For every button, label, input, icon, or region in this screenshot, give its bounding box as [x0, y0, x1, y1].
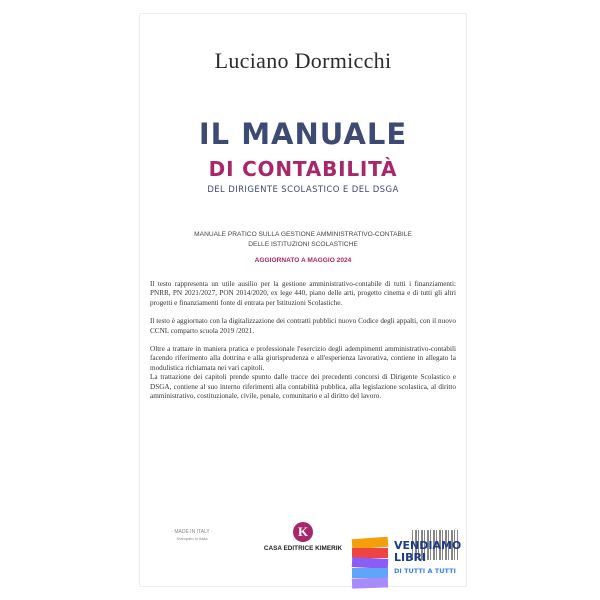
title-main: IL MANUALE — [198, 117, 408, 151]
author-name: Luciano Dormicchi — [214, 48, 392, 73]
made-in-italy-mark — [152, 529, 232, 541]
badge-line-1: VENDIAMO — [394, 539, 462, 552]
book-cover — [140, 14, 466, 586]
publisher — [240, 522, 366, 552]
made-in-label: · MADE IN ITALY · — [171, 529, 213, 535]
update-note: AGGIORNATO A MAGGIO 2024 — [254, 257, 352, 264]
subtitle — [140, 230, 466, 250]
description-paragraph: La trattazione dei capitoli prende spunto dalle tracce dei precedenti concorsi di Dirigente Scolastico e DSGA, contiene al suo interno riferimenti alla contabilità pubblica, alla legislazione scolastica, al diritto amministrativo, costituzionale, civile, penale, comunitario e al diritto del lavoro. — [150, 373, 456, 401]
made-in-sublabel: Stampato in Italia — [176, 536, 208, 541]
publisher-logo-icon: K — [293, 522, 313, 542]
description-paragraph: Il testo è aggiornato con la digitalizzazione dei contratti pubblici nuovo Codice degli appalti, con il nuovo CCNL comparto scuola 2019 /2021. — [150, 317, 456, 335]
subtitle-line-1: MANUALE PRATICO SULLA GESTIONE AMMINISTRATIVO-CONTABILE — [194, 231, 412, 238]
description — [150, 280, 456, 410]
publisher-name: CASA EDITRICE KIMERIK — [263, 545, 343, 552]
book-stack-icon — [352, 538, 390, 588]
description-paragraph: Il testo rappresenta un utile ausilio per la gestione amministrativo-contabile di tutti i finanziamenti: PNRR, PN 2021/2027, PON 2014/2020, ex lege 440, piano delle arti, progetto cinema e di tutti gli altri progetti e finanziamenti fonte di entrata per Istituzioni Scolastiche. — [150, 280, 456, 307]
store-badge — [352, 538, 482, 594]
subtitle-line-2: DELLE ISTITUZIONI SCOLASTICHE — [248, 241, 358, 248]
book-icon — [352, 568, 388, 578]
badge-line-2: LIBRI — [394, 551, 427, 564]
badge-text — [394, 540, 461, 575]
title-secondary: DI CONTABILITÀ — [208, 157, 398, 181]
description-paragraph: Oltre a trattare in maniera pratica e professionale l'esercizio degli adempimenti amministrativo-contabili facendo riferimento alla dottrina e alla giurisprudenza e all'esperienza lavorativa, contiene in allegato la modulistica richiamata nei vari capitoli. — [150, 345, 456, 372]
badge-line-3: DI TUTTI A TUTTI — [394, 567, 456, 575]
book-icon — [352, 577, 388, 588]
title-tertiary: DEL DIRIGENTE SCOLASTICO E DEL DSGA — [207, 185, 399, 195]
